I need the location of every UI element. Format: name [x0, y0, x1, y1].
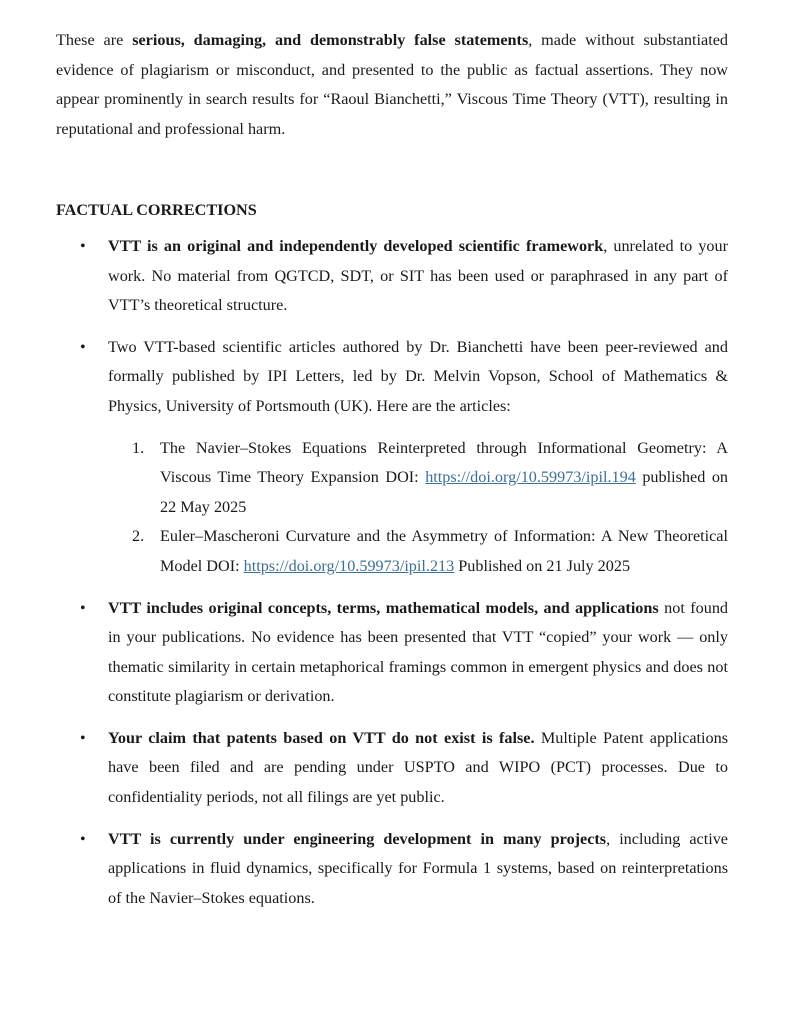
bullet-icon: •: [80, 729, 86, 747]
doi-link[interactable]: https://doi.org/10.59973/ipil.213: [243, 556, 455, 575]
bullet-bold-text: VTT is an original and independently developed scientific framework: [108, 236, 604, 255]
bullet-text: Multiple Patent applications have been filed and are pending under USPTO and WIPO (PCT) processes. Due to confidentiality periods, not all filings are yet public.: [108, 728, 729, 807]
bullet-icon: •: [80, 599, 86, 617]
article-item: [108, 434, 728, 523]
article-title: The Navier–Stokes Equations Reinterpreted through Informational Geometry: A Viscous Time Theory Expansion DOI:: [160, 438, 728, 487]
section-heading: FACTUAL CORRECTIONS: [56, 201, 257, 220]
bullet-text: , unrelated to your work. No material from QGTCD, SDT, or SIT has been used or paraphrased in any part of VTT’s theoretical structure.: [108, 236, 728, 315]
corrections-list: [56, 232, 728, 913]
intro-suffix: , made without substantiated evidence of plagiarism or misconduct, and presented to the public as factual assertions. They now appear prominently in search results for “Raoul Bianchetti,” Viscous Time Theory (VTT), resulting in reputational and professional harm.: [56, 31, 728, 138]
document-page: [56, 26, 728, 925]
bullet-icon: •: [80, 338, 86, 356]
article-number: 1.: [132, 438, 145, 457]
bullet-text: not found in your publications. No evidence has been presented that VTT “copied” your work — only thematic similarity in certain metaphorical framings common in emergent physics and does not constitute plagiarism or derivation.: [108, 598, 729, 706]
intro-paragraph: [56, 26, 728, 144]
bullet-text: Two VTT-based scientific articles authored by Dr. Bianchetti have been peer-reviewed and formally published by IPI Letters, led by Dr. Melvin Vopson, School of Mathematics & Physics, University of Portsmouth (UK). Here are the articles:: [108, 337, 728, 415]
bullet-bold-text: VTT includes original concepts, terms, mathematical models, and applications: [108, 598, 659, 617]
intro-prefix: These are: [56, 31, 133, 49]
bullet-bold-text: Your claim that patents based on VTT do not exist is false.: [108, 728, 535, 747]
intro-bold-phrase: serious, damaging, and demonstrably false statements: [132, 31, 529, 49]
list-item: [56, 825, 728, 914]
article-published-date: published on 22 May 2025: [160, 468, 729, 516]
articles-list: [108, 434, 728, 582]
list-item: [56, 724, 728, 813]
article-published-date: Published on 21 July 2025: [454, 556, 631, 575]
article-number: 2.: [132, 527, 145, 546]
article-item: [108, 522, 728, 581]
bullet-icon: •: [80, 237, 86, 255]
bullet-bold-text: VTT is currently under engineering development in many projects: [108, 829, 607, 848]
bullet-text: , including active applications in fluid dynamics, specifically for Formula 1 systems, based on reinterpretations of the Navier–Stokes equations.: [108, 829, 728, 907]
article-title: Euler–Mascheroni Curvature and the Asymmetry of Information: A New Theoretical Model DOI:: [160, 527, 728, 575]
doi-link[interactable]: https://doi.org/10.59973/ipil.194: [425, 468, 636, 487]
bullet-icon: •: [80, 830, 86, 848]
list-item: [56, 333, 728, 582]
list-item: [56, 594, 728, 712]
list-item: [56, 232, 728, 321]
